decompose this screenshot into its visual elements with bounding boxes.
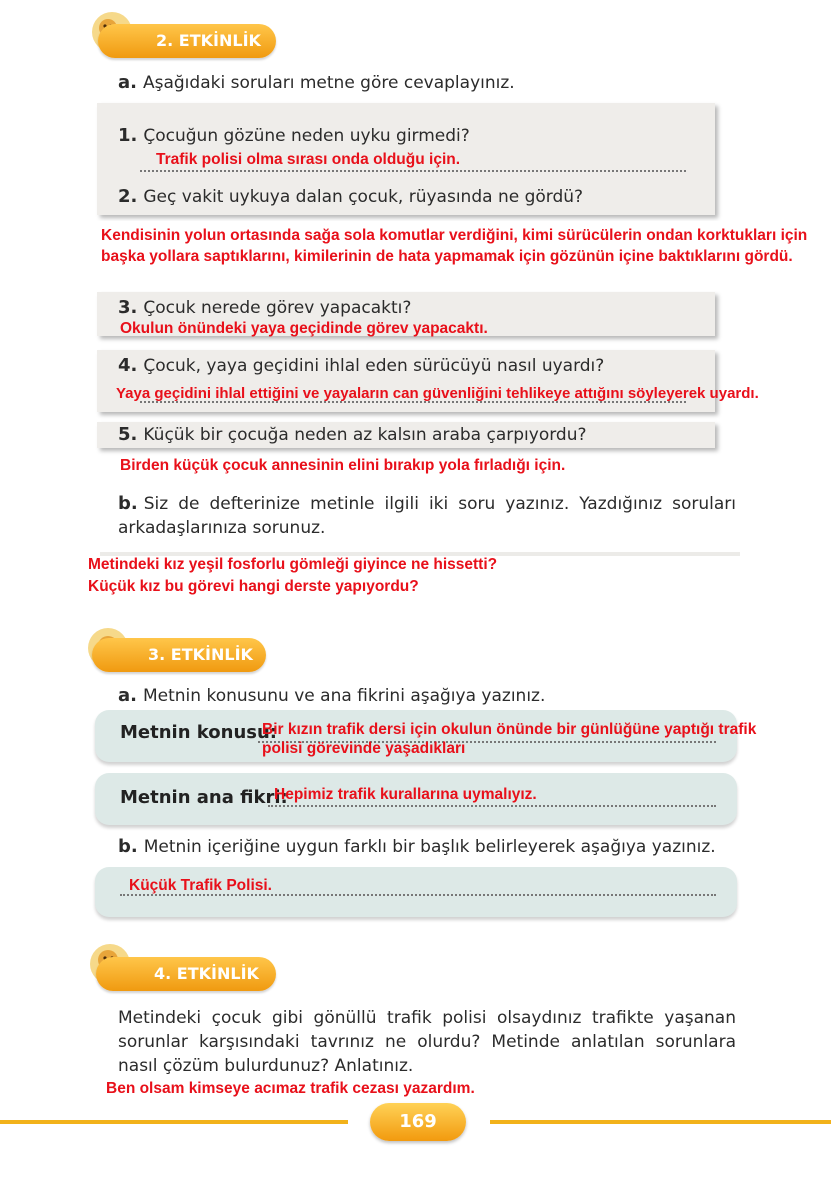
activity-3-badge (92, 638, 266, 672)
topic-label: Metnin konusu: (120, 722, 277, 743)
answer-4: Yaya geçidini ihlal ettiğini ve yayaların can güvenliğini tehlikeye attığını söyleyerek uyardı. (116, 385, 759, 402)
answer-2: Kendisinin yolun ortasında sağa sola komutlar verdiğini, kimi sürücülerin ondan korktukları için başka yollara saptıklarını, kimilerinin de hata yapmamak için gözünün içine baktıklarını gördü. (101, 227, 808, 265)
activity-2-title: 2. ETKİNLİK (156, 31, 261, 50)
answer-b-1: Metindeki kız yeşil fosforlu gömleği giyince ne hissetti? (88, 556, 498, 573)
question-4: 4. Çocuk, yaya geçidini ihlal eden sürücüyü nasıl uyardı? (118, 355, 605, 376)
activity-3-title: 3. ETKİNLİK (148, 645, 253, 664)
topic-answer: Bir kızın trafik dersi için okulun önünde bir günlüğüne yaptığı trafik polisi görevinde yaşadıkları (262, 721, 757, 757)
answer-5: Birden küçük çocuk annesinin elini bırakıp yola fırladığı için. (120, 457, 566, 474)
activity-4-answer: Ben olsam kimseye acımaz trafik cezası yazardım. (106, 1080, 475, 1097)
instruction-3b: b. Metnin içeriğine uygun farklı bir başlık belirleyerek aşağıya yazınız. (118, 836, 716, 857)
activity-4-text: Metindeki çocuk gibi gönüllü trafik polisi olsaydınız trafikte yaşanan sorunlar karşısındaki tavrınız ne olurdu? Metinde anlatılan sorunlara nasıl çözüm bulurdunuz? Anlatınız. (118, 1008, 736, 1076)
title-answer: Küçük Trafik Polisi. (129, 877, 272, 894)
answer-b-2: Küçük kız bu görevi hangi derste yapıyordu? (88, 578, 419, 595)
question-1: 1. Çocuğun gözüne neden uyku girmedi? (118, 125, 470, 146)
answer-3: Okulun önündeki yaya geçidinde görev yapacaktı. (120, 320, 488, 337)
main-idea-answer: Hepimiz trafik kurallarına uymalıyız. (274, 786, 537, 803)
footer-rule-left (0, 1120, 348, 1124)
question-3: 3. Çocuk nerede görev yapacaktı? (118, 297, 412, 318)
activity-4-badge (96, 957, 276, 991)
answer-line (140, 170, 686, 172)
answer-line (268, 805, 716, 807)
page-number: 169 (370, 1103, 466, 1141)
instruction-a: a. Aşağıdaki soruları metne göre cevaplayınız. (118, 72, 515, 93)
question-5: 5. Küçük bir çocuğa neden az kalsın araba çarpıyordu? (118, 424, 587, 445)
instruction-b: b. Siz de defterinize metinle ilgili iki soru yazınız. Yazdığınız soruları arkadaşlarınıza sorunuz. (118, 493, 736, 538)
main-idea-label: Metnin ana fikri: (120, 787, 288, 808)
activity-4-title: 4. ETKİNLİK (154, 964, 259, 983)
activity-2-badge (98, 24, 276, 58)
footer-rule-right (490, 1120, 831, 1124)
instruction-3a: a. Metnin konusunu ve ana fikrini aşağıya yazınız. (118, 685, 546, 706)
question-2: 2. Geç vakit uykuya dalan çocuk, rüyasında ne gördü? (118, 186, 584, 207)
answer-1: Trafik polisi olma sırası onda olduğu için. (156, 151, 461, 168)
